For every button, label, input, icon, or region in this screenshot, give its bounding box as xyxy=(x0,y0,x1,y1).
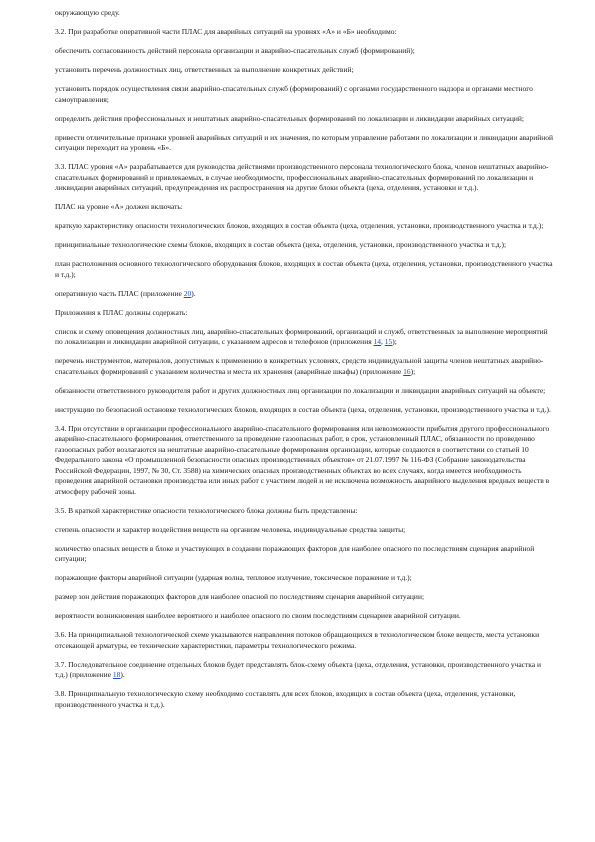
paragraph-text: размер зон действия поражающих факторов для наиболее опасной по последствиям сценария аварийной ситуации; xyxy=(55,592,425,601)
paragraph xyxy=(55,630,555,651)
paragraph-text: обязанности ответственного руководителя работ и других должностных лиц организации по локализации и ликвидации аварийных ситуаций на объекте; xyxy=(55,385,546,395)
paragraph-text: вероятности возникновения наиболее вероятного и наиболее опасного по своим последствиям сценариев аварийной ситуации. xyxy=(55,611,461,620)
appendix-link[interactable]: 16 xyxy=(403,366,411,376)
paragraph-text: 3.2. При разработке оперативной части ПЛАС для аварийных ситуаций на уровнях «А» и «Б» необходимо: xyxy=(55,27,397,36)
paragraph xyxy=(55,405,555,416)
paragraph-text: список и схему оповещения должностных лиц, аварийно-спасательных формирований, организаций и служб, ответственных за выполнение мероприятий по локализации и ликвидации аварийной ситуации, с указанием адресов и телефонов (приложения xyxy=(55,326,548,346)
paragraph-text: 3.8. Принципиальную технологическую схему необходимо составлять для всех блоков, входящих в состав объекта (цеха, отделения, установки, производственного участка и т.д.). xyxy=(55,689,516,709)
paragraph xyxy=(55,689,555,710)
paragraph xyxy=(55,506,555,517)
paragraph-text: ); xyxy=(392,337,397,346)
paragraph xyxy=(55,660,555,681)
paragraph-text: перечень инструментов, материалов, допустимых к применению в конкретных условиях, средств индивидуальной защиты членов нештатных аварийно-спасательных формирований с указанием количества и места их хранения (аварийные шкафы) (приложение xyxy=(55,356,544,376)
paragraph-text: ). xyxy=(191,288,196,298)
paragraph xyxy=(55,424,555,498)
paragraph-text: ); xyxy=(410,366,416,376)
paragraph-text: , xyxy=(381,337,385,346)
appendix-link[interactable]: 15 xyxy=(384,337,393,346)
paragraph-text: краткую характеристику опасности технологических блоков, входящих в состав объекта (цеха, отделения, установки, производственного участка и т.д.); xyxy=(55,221,544,230)
paragraph-text: 3.7. Последовательное соединение отдельных блоков будет представлять блок-схему объекта (цеха, отделения, установки, производственного участка и т.д.) (приложение xyxy=(55,659,542,679)
paragraph-text: инструкцию по безопасной остановке технологических блоков, входящих в состав объекта (цеха, отделения, установки, производственного участка и т.д.). xyxy=(55,404,551,414)
paragraph xyxy=(55,133,555,154)
paragraph xyxy=(55,525,555,536)
paragraph xyxy=(55,27,555,38)
paragraph-text: принципиальные технологические схемы блоков, входящих в состав объекта (цеха, отделения, установки, производственного участка и т.д.); xyxy=(55,240,507,249)
paragraph xyxy=(55,221,555,232)
paragraph xyxy=(55,65,555,76)
paragraph xyxy=(55,544,555,565)
paragraph xyxy=(55,259,555,280)
paragraph xyxy=(55,592,555,603)
paragraph-text: установить порядок осуществления связи аварийно-спасательных служб (формирований) с органами государственного надзора и органами местного самоуправления; xyxy=(55,84,533,104)
paragraph xyxy=(55,356,555,377)
paragraph-text: 3.4. При отсутствии в организации профессионального аварийно-спасательного формирования или невозможности прибытия другого профессионального аварийно-спасательного формирования, ответственного за проведение газоопасных работ, в срок, установленный ПЛАС, обязанности по проведению газоопасных работ возлагаются на нештатные аварийно-спасательные формирования организации, которые создаются в соответствии со статьей 10 Федерального закона «О промышленной безопасности опасных производственных объектов» от 21.07.1997 № 116-ФЗ (Собрание законодательства Российской Федерации, 1997, № 30, Ст. 3588) на химических опасных производственных объектах во всех случаях, когда имеется необходимость проведения аварийной остановки производства или иных работ с участием людей и не исключена возможность аварийного выделения вредных веществ в атмосферу рабочей зоны. xyxy=(55,423,550,496)
paragraph-text: ). xyxy=(120,670,125,679)
paragraph xyxy=(55,327,555,348)
paragraph-text: план расположения основного технологического оборудования блоков, входящих в состав объекта (цеха, отделения, установки, производственного участка и т.д.); xyxy=(55,259,553,279)
paragraph-text: окружающую среду. xyxy=(55,8,120,17)
paragraph-text: ПЛАС на уровне «А» должен включать: xyxy=(55,202,183,211)
paragraph-text: 3.5. В краткой характеристике опасности технологического блока должны быть представлены: xyxy=(55,505,358,515)
paragraph-text: количество опасных веществ в блоке и участвующих в создании поражающих факторов для наиболее опасного по последствиям сценария аварийной ситуации; xyxy=(55,543,535,563)
appendix-link[interactable]: 14 xyxy=(373,337,382,346)
paragraph-text: поражающие факторы аварийной ситуации (ударная волна, тепловое излучение, токсическое поражение и т.д.); xyxy=(55,573,412,582)
paragraph xyxy=(55,573,555,584)
appendix-link[interactable]: 20 xyxy=(183,288,192,298)
paragraph xyxy=(55,308,555,319)
paragraph xyxy=(55,202,555,213)
document-page xyxy=(55,8,555,719)
paragraph-text: оперативную часть ПЛАС (приложение xyxy=(55,288,184,298)
appendix-link[interactable]: 18 xyxy=(112,670,121,679)
paragraph xyxy=(55,386,555,397)
paragraph-text: установить перечень должностных лиц, ответственных за выполнение конкретных действий; xyxy=(55,65,354,74)
paragraph xyxy=(55,114,555,125)
paragraph-text: 3.6. На принципиальной технологической схеме указываются направления потоков обращающихся в технологическом блоке веществ, места установки отсекающей арматуры, ее технические характеристики, параметры технологического режима. xyxy=(55,630,540,650)
paragraph-text: Приложения к ПЛАС должны содержать: xyxy=(55,307,188,317)
paragraph-text: степень опасности и характер воздействия веществ на организм человека, индивидуальные средства защиты; xyxy=(55,524,406,534)
paragraph xyxy=(55,289,555,300)
paragraph-text: обеспечить согласованность действий персонала организации и аварийно-спасательных служб (формирований); xyxy=(55,46,415,55)
paragraph xyxy=(55,8,555,19)
paragraph xyxy=(55,162,555,194)
paragraph xyxy=(55,84,555,105)
paragraph xyxy=(55,240,555,251)
paragraph xyxy=(55,611,555,622)
paragraph-text: 3.3. ПЛАС уровня «А» разрабатывается для руководства действиями производственного персонала технологического блока, членов нештатных аварийно-спасательных формирований и привлекаемых, в случае необходимости, профессиональных аварийно-спасательных формирований по локализации и ликвидации аварийных ситуаций, предупреждения их распространения на другие блоки объекта (цеха, отделения, установки и т.д.). xyxy=(55,162,549,192)
paragraph-text: определить действия профессиональных и нештатных аварийно-спасательных формирований по локализации и ликвидации аварийных ситуаций; xyxy=(55,113,524,123)
paragraph xyxy=(55,46,555,57)
paragraph-text: привести отличительные признаки уровней аварийных ситуаций и их значения, по которым управление работами по локализации и ликвидации аварийной ситуации переходит на уровень «Б». xyxy=(55,132,554,152)
